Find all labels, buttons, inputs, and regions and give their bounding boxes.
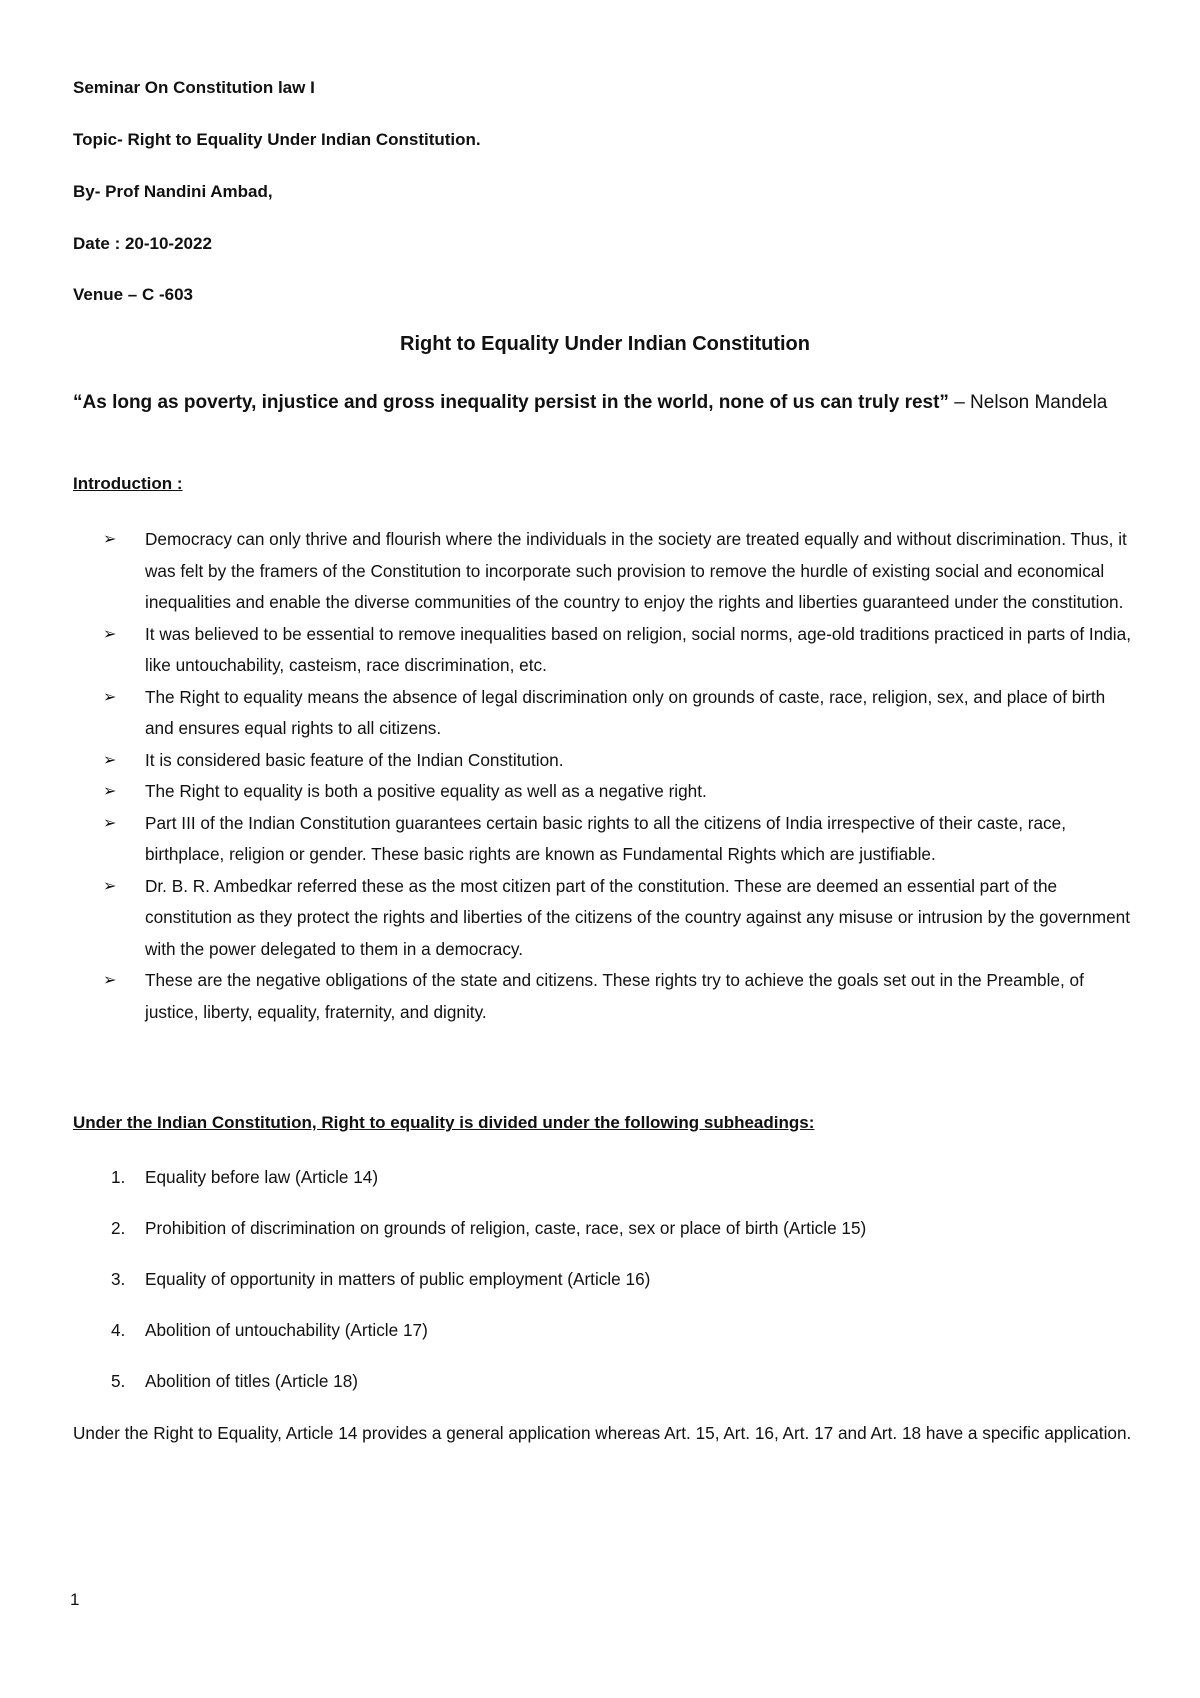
topic-line: Topic- Right to Equality Under Indian Constitution. — [73, 130, 481, 149]
list-number: 4. — [111, 1320, 126, 1340]
list-item-text: Equality of opportunity in matters of public employment (Article 16) — [145, 1269, 651, 1289]
list-item — [73, 682, 1133, 745]
list-item — [73, 1162, 866, 1213]
arrow-bullet-icon: ➢ — [103, 688, 117, 706]
bullet-text: It was believed to be essential to remove inequalities based on religion, social norms, age-old traditions practiced in parts of India, like untouchability, casteism, race discrimination, etc. — [145, 623, 1131, 675]
arrow-bullet-icon: ➢ — [103, 972, 117, 989]
list-item — [73, 745, 1133, 777]
list-number: 5. — [111, 1371, 126, 1391]
list-item — [73, 1366, 866, 1417]
list-item — [73, 524, 1133, 619]
subheadings-heading: Under the Indian Constitution, Right to equality is divided under the following subheadings: — [73, 1113, 815, 1132]
bullet-text: These are the negative obligations of the state and citizens. These rights try to achieve the goals set out in the Preamble, of justice, liberty, equality, fraternity, and dignity. — [145, 970, 1084, 1022]
list-item — [73, 1213, 866, 1264]
quote-text: “As long as poverty, injustice and gross inequality persist in the world, none of us can truly rest” — [73, 392, 949, 413]
list-number: 3. — [111, 1269, 126, 1289]
list-number: 1. — [111, 1167, 126, 1187]
seminar-line: Seminar On Constitution law I — [73, 78, 315, 97]
quote-author: – Nelson Mandela — [948, 392, 1108, 413]
bullet-text: The Right to equality means the absence of legal discrimination only on grounds of caste, race, religion, sex, and place of birth and ensures equal rights to all citizens. — [145, 686, 1106, 738]
list-item — [73, 871, 1133, 966]
list-item-text: Abolition of untouchability (Article 17) — [145, 1320, 428, 1340]
arrow-bullet-icon: ➢ — [103, 814, 117, 832]
arrow-bullet-icon: ➢ — [103, 625, 117, 643]
introduction-bullet-list — [73, 524, 1133, 1028]
list-item — [73, 1264, 866, 1315]
list-item-text: Equality before law (Article 14) — [145, 1167, 379, 1187]
bullet-text: Dr. B. R. Ambedkar referred these as the most citizen part of the constitution. These are deemed an essential part of the constitution as they protect the rights and liberties of the citizens of the country against any misuse or intrusion by the government with the power delegated to them in a democracy. — [145, 875, 1130, 959]
list-item — [73, 965, 1133, 1028]
arrow-bullet-icon: ➢ — [103, 531, 117, 548]
arrow-bullet-icon: ➢ — [103, 751, 117, 769]
bullet-text: Democracy can only thrive and flourish where the individuals in the society are treated equally and without discrimination. Thus, it was felt by the framers of the Constitution to incorporate such provision to remove the hurdle of existing social and economical inequalities and enable the diverse communities of the country to enjoy the rights and liberties guaranteed under the constitution. — [145, 529, 1127, 612]
arrow-bullet-icon: ➢ — [103, 877, 117, 895]
list-item — [73, 808, 1133, 871]
document-title: Right to Equality Under Indian Constitution — [400, 333, 810, 355]
arrow-bullet-icon: ➢ — [103, 783, 117, 800]
list-item — [73, 1315, 866, 1366]
author-line: By- Prof Nandini Ambad, — [73, 182, 273, 201]
page-number: 1 — [70, 1590, 80, 1609]
list-item — [73, 776, 1133, 808]
date-line: Date : 20-10-2022 — [73, 234, 212, 253]
subheadings-numbered-list — [73, 1162, 866, 1417]
closing-paragraph: Under the Right to Equality, Article 14 provides a general application whereas Art. 15, Art. 16, Art. 17 and Art. 18 have a specific application. — [73, 1423, 1132, 1443]
introduction-heading: Introduction : — [73, 474, 183, 493]
venue-line: Venue – C -603 — [73, 285, 194, 304]
bullet-text: It is considered basic feature of the Indian Constitution. — [145, 749, 564, 770]
bullet-text: Part III of the Indian Constitution guarantees certain basic rights to all the citizens of India irrespective of their caste, race, birthplace, religion or gender. These basic rights are known as Fundamental Rights which are justifiable. — [145, 812, 1066, 864]
list-item-text: Prohibition of discrimination on grounds of religion, caste, race, sex or place of birth (Article 15) — [145, 1218, 867, 1238]
list-item-text: Abolition of titles (Article 18) — [145, 1371, 359, 1391]
bullet-text: The Right to equality is both a positive equality as well as a negative right. — [145, 781, 707, 801]
quote-block — [73, 387, 1133, 418]
list-item — [73, 619, 1133, 682]
list-number: 2. — [111, 1218, 126, 1238]
